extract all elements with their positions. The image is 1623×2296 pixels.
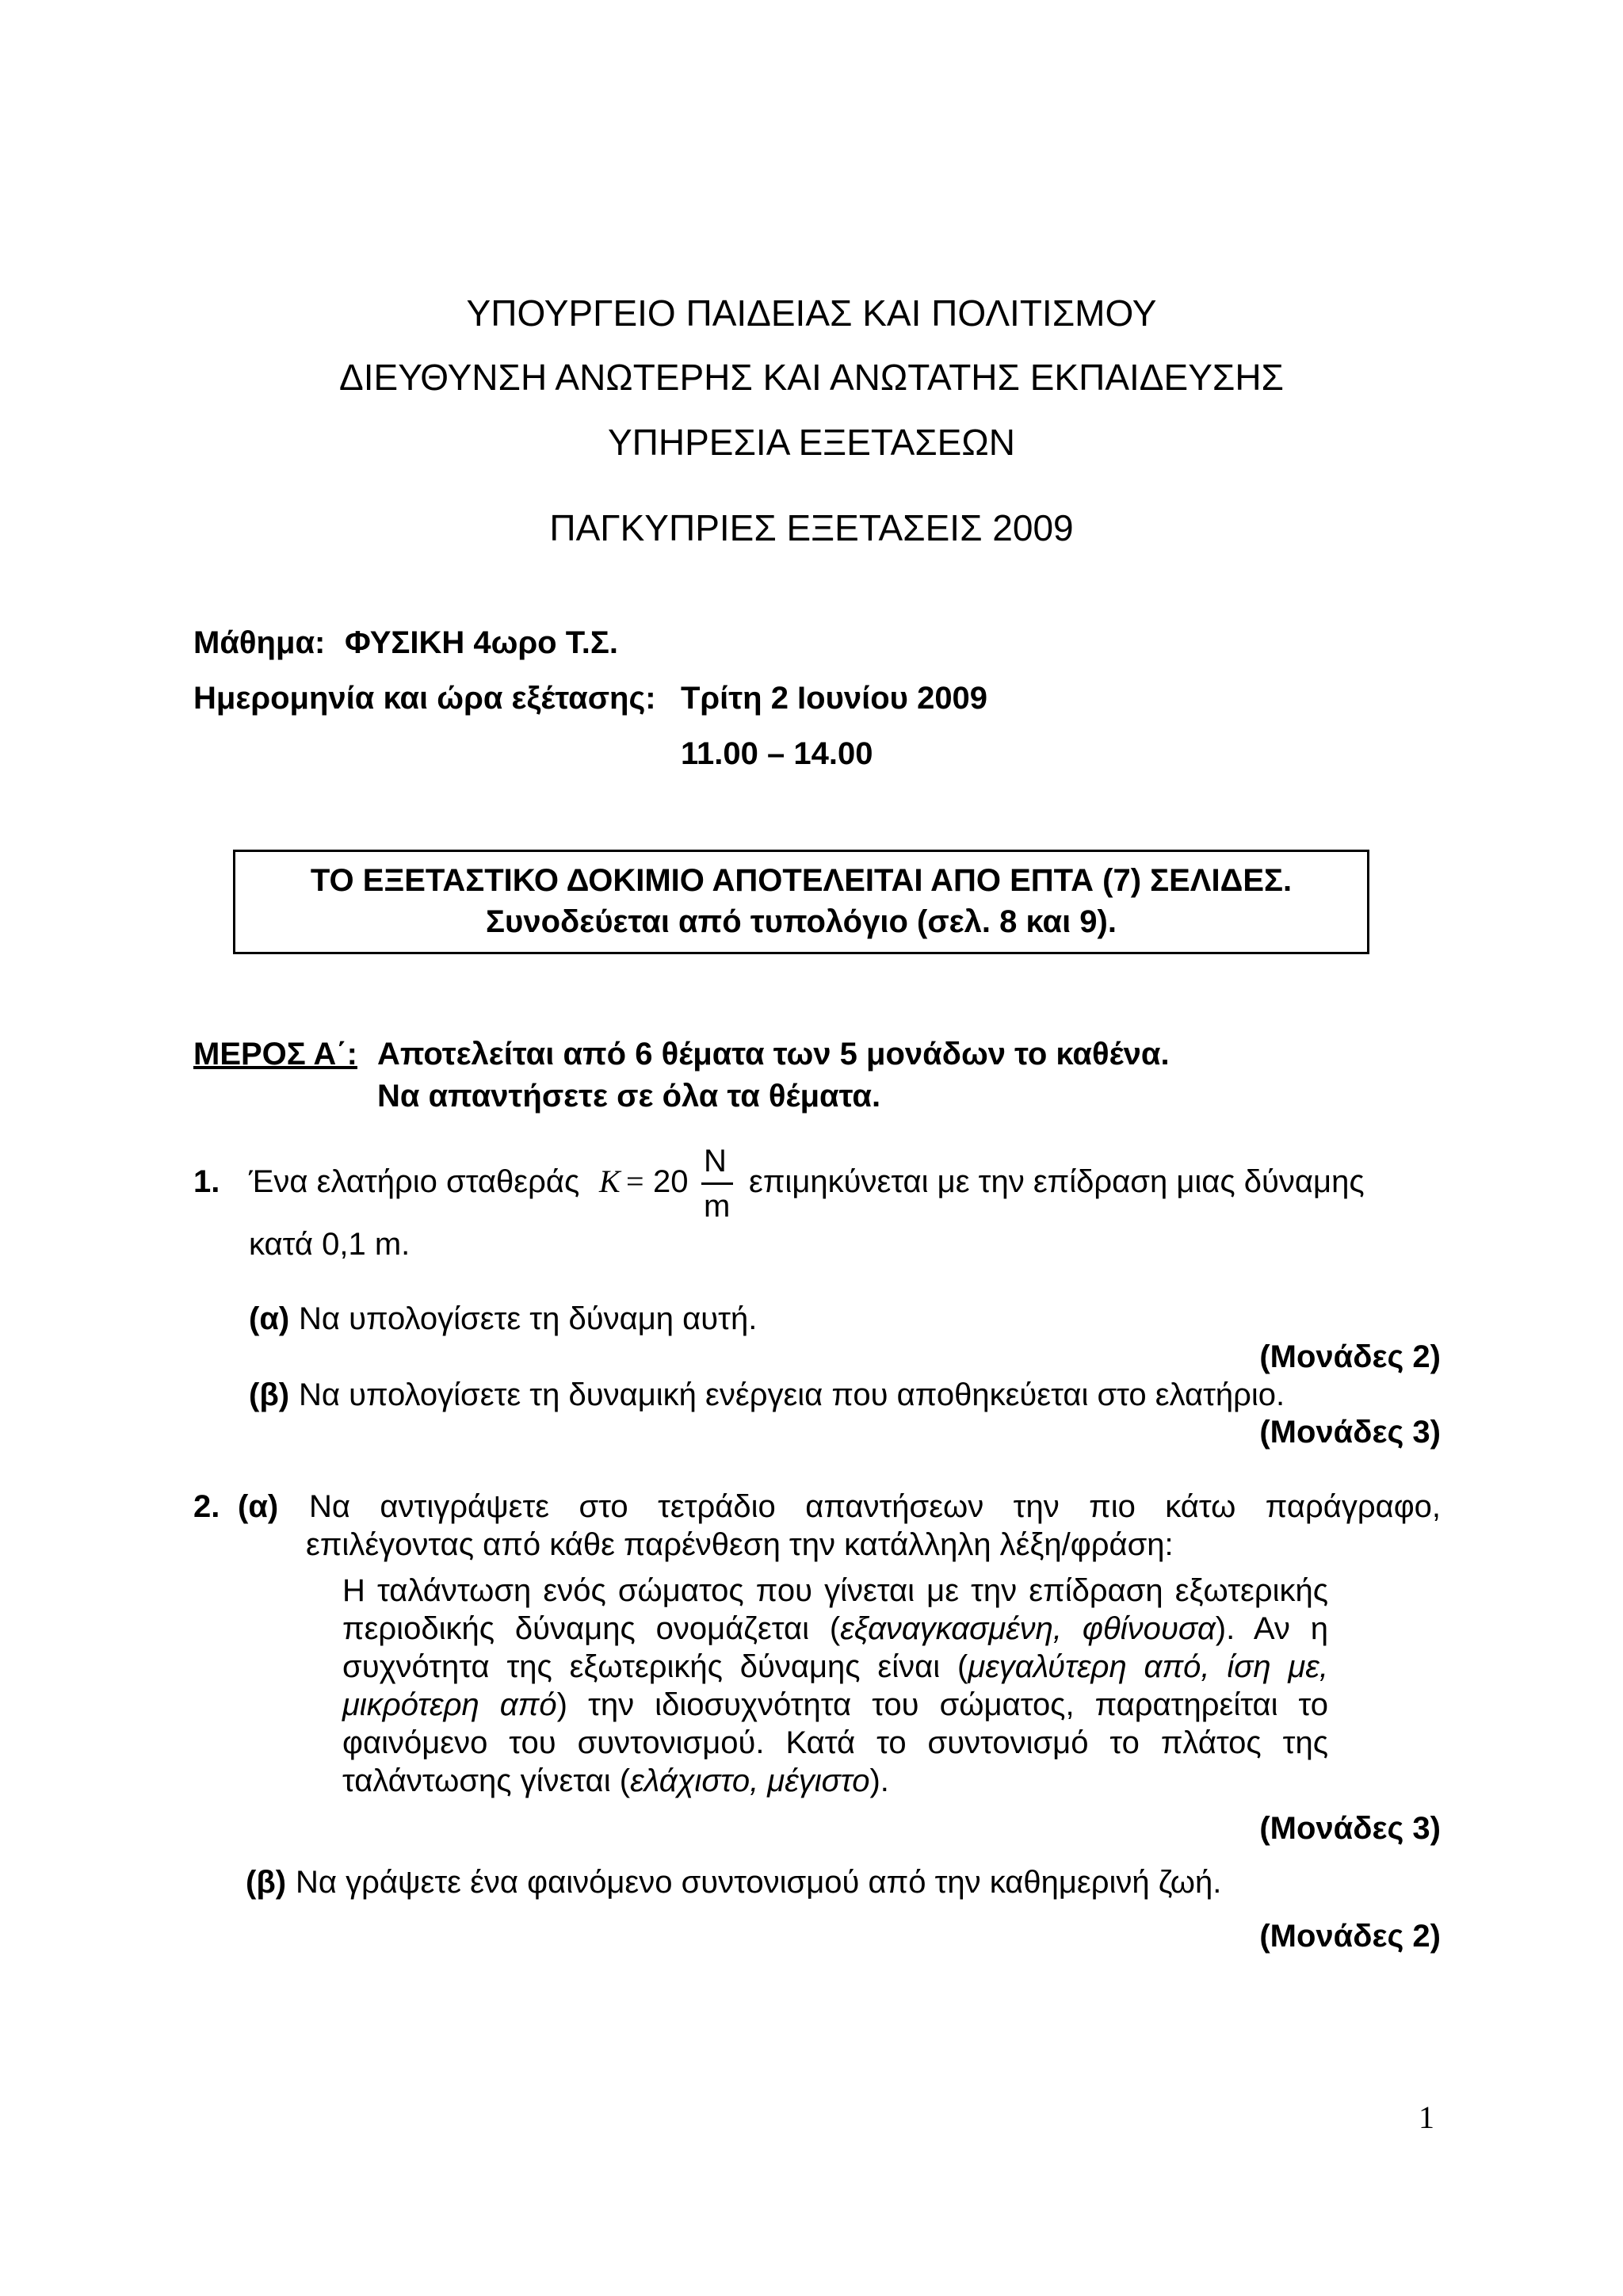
q1-unit-denominator: m (704, 1189, 731, 1224)
part-a-label: ΜΕΡΟΣ Α΄: (193, 1037, 357, 1072)
date-label: Ημερομηνία και ώρα εξέτασης: (193, 681, 656, 716)
q2-number: 2. (193, 1489, 220, 1524)
q1-a-label: (α) (249, 1301, 290, 1336)
subject-value: ΦΥΣΙΚΗ 4ωρο Τ.Σ. (345, 625, 618, 660)
q1-fraction-line (701, 1182, 733, 1185)
exams-title: ΠΑΓΚΥΠΡΙΕΣ ΕΞΕΤΑΣΕΙΣ 2009 (549, 507, 1074, 548)
subject-label: Μάθημα: (193, 625, 326, 660)
q1-unit-numerator: N (704, 1144, 727, 1179)
service-title: ΥΠΗΡΕΣΙΑ ΕΞΕΤΑΣΕΩΝ (608, 422, 1015, 463)
q2-paragraph-part-2: ). Αν η συχνότητα της εξωτερικής δύναμης είναι ( (342, 1611, 1328, 1684)
q2-a-marks: (Μονάδες 3) (1259, 1811, 1441, 1846)
q1-k-symbol: K (599, 1163, 621, 1199)
q1-k-value: 20 (653, 1164, 689, 1199)
notice-line-1: ΤΟ ΕΞΕΤΑΣΤΙΚΟ ΔΟΚΙΜΙΟ ΑΠΟΤΕΛΕΙΤΑΙ ΑΠΟ ΕΠΤΑ (7) ΣΕΛΙΔΕΣ. (310, 863, 1293, 898)
q2-a-line-2: επιλέγοντας από κάθε παρένθεση την κατάλληλη λέξη/φράση: (306, 1527, 1174, 1562)
q2-b-text: Να γράψετε ένα φαινόμενο συντονισμού από την καθημερινή ζωή. (296, 1865, 1222, 1900)
q2-paragraph-choice-3: ελάχιστο, μέγιστο (630, 1763, 870, 1798)
q2-paragraph-choice-2: μεγαλύτερη από, ίση με, μικρότερη από (342, 1649, 1329, 1722)
q2-paragraph-part-1: Η ταλάντωση ενός σώματος που γίνεται με την επίδραση εξωτερικής περιοδικής δύναμης ονομάζεται ( (342, 1573, 1328, 1646)
q2-paragraph-part-4: ). (869, 1763, 889, 1798)
time-value: 11.00 – 14.00 (681, 736, 873, 771)
q1-text-line-2: κατά 0,1 m. (249, 1227, 411, 1262)
part-a-line-1: Αποτελείται από 6 θέματα των 5 μονάδων το καθένα. (377, 1037, 1170, 1072)
q1-b-text: Να υπολογίσετε τη δυναμική ενέργεια που αποθηκεύεται στο ελατήριο. (299, 1377, 1285, 1412)
notice-box (233, 850, 1369, 954)
page-number: 1 (1419, 2099, 1434, 2135)
q2-a-line-1: Να αντιγράψετε στο τετράδιο απαντήσεων την πιο κάτω παράγραφο, (309, 1489, 1441, 1524)
directorate-title: ΔΙΕΥΘΥΝΣΗ ΑΝΩΤΕΡΗΣ ΚΑΙ ΑΝΩΤΑΤΗΣ ΕΚΠΑΙΔΕΥΣΗΣ (339, 357, 1284, 398)
q1-number: 1. (193, 1164, 220, 1199)
q1-text-after: επιμηκύνεται με την επίδραση μιας δύναμης (749, 1164, 1365, 1199)
q1-b-label: (β) (249, 1377, 290, 1412)
date-value: Τρίτη 2 Ιουνίου 2009 (681, 681, 988, 716)
q1-b-marks: (Μονάδες 3) (1259, 1415, 1441, 1450)
ministry-title: ΥΠΟΥΡΓΕΙΟ ΠΑΙΔΕΙΑΣ ΚΑΙ ΠΟΛΙΤΙΣΜΟΥ (466, 292, 1157, 334)
part-a-line-2: Να απαντήσετε σε όλα τα θέματα. (377, 1079, 881, 1114)
q2-b-marks: (Μονάδες 2) (1259, 1919, 1441, 1954)
notice-line-2: Συνοδεύεται από τυπολόγιο (σελ. 8 και 9). (486, 904, 1117, 939)
q2-b-label: (β) (246, 1865, 287, 1900)
q1-text-before: Ένα ελατήριο σταθεράς (249, 1164, 580, 1199)
q1-equals: = (626, 1163, 644, 1199)
q2-paragraph-part-3: ) την ιδιοσυχνότητα του σώματος, παρατηρείται το φαινόμενο του συντονισμού. Κατά το συντονισμό το πλάτος της ταλάντωσης γίνεται ( (342, 1687, 1329, 1798)
q1-a-text: Να υπολογίσετε τη δύναμη αυτή. (299, 1301, 758, 1336)
q2-paragraph-choice-1: εξαναγκασμένη, φθίνουσα (840, 1611, 1216, 1646)
q1-a-marks: (Μονάδες 2) (1259, 1339, 1441, 1374)
q2-paragraph (342, 1572, 1328, 1800)
q2-a-label: (α) (238, 1489, 279, 1524)
